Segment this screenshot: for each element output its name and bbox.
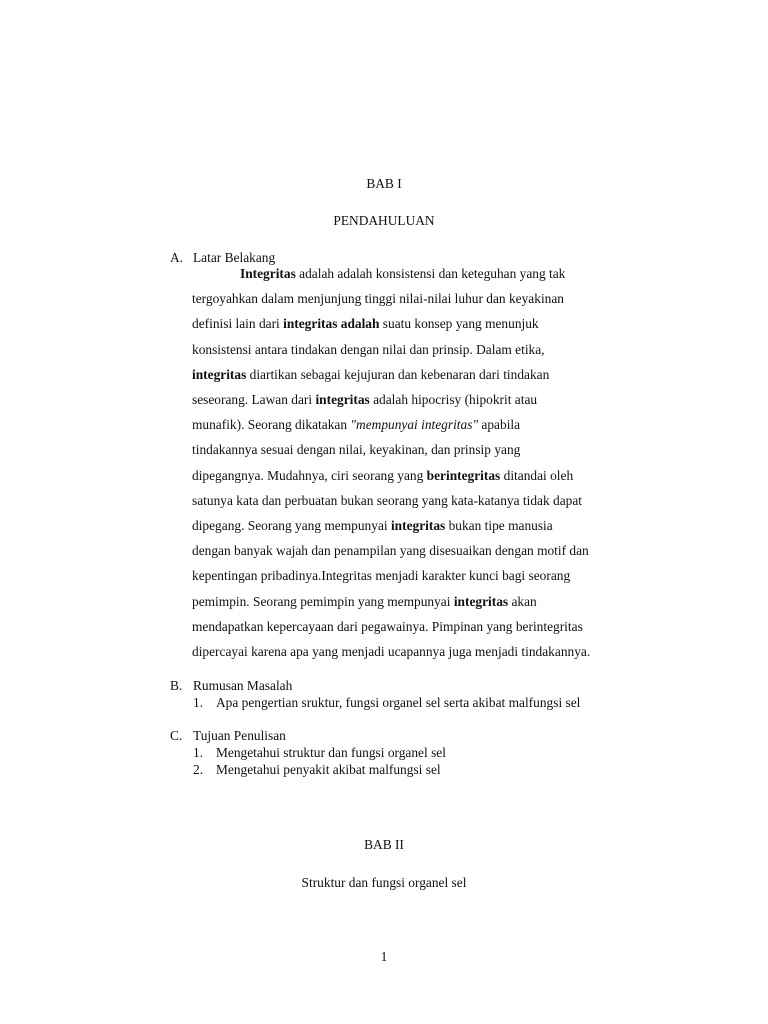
section-c-item-text: Mengetahui struktur dan fungsi organel sel [216, 745, 446, 760]
section-c-letter: C. [170, 728, 183, 743]
section-c-item-number: 1. [193, 745, 204, 760]
chapter-title: BAB I [366, 176, 402, 191]
section-c-item-number: 2. [193, 762, 204, 777]
paragraph-text: tergoyahkan dalam menjunjung tinggi nilai-nilai luhur dan keyakinan [192, 291, 564, 307]
paragraph-line [192, 417, 520, 433]
bold-term: integritas [192, 366, 247, 382]
paragraph-line [192, 493, 582, 509]
paragraph-text: definisi lain dari [192, 316, 284, 332]
paragraph-text: munafik). Seorang dikatakan [192, 417, 351, 433]
bold-term: integritas [390, 518, 446, 533]
bold-term: berintegritas [426, 467, 501, 483]
paragraph-text: seseorang. Lawan dari [192, 392, 316, 407]
paragraph-line [192, 367, 549, 383]
paragraph-text: adalah adalah konsistensi dan keteguhan yang tak [295, 266, 566, 281]
italic-quote: "mempunyai integritas" [350, 417, 479, 433]
page-number: 1 [380, 949, 388, 964]
paragraph-text: satunya kata dan perbuatan bukan seorang yang kata-katanya tidak dapat [192, 492, 583, 508]
paragraph-line [192, 644, 590, 660]
bold-term: Integritas [240, 266, 296, 281]
paragraph-text: dipegang. Seorang yang mempunyai [192, 518, 391, 533]
paragraph-text: ditandai oleh [500, 467, 574, 483]
paragraph-text: tindakannya sesuai dengan nilai, keyakinan, dan prinsip yang [192, 442, 521, 458]
paragraph-text: pemimpin. Seorang pemimpin yang mempunyai [192, 593, 454, 609]
section-b-letter: B. [170, 678, 183, 693]
paragraph-line [192, 291, 564, 307]
paragraph-text: dengan banyak wajah dan penampilan yang disesuaikan dengan motif dan [192, 543, 589, 559]
paragraph-line [192, 543, 589, 559]
paragraph-line [192, 619, 583, 635]
paragraph-line [192, 468, 573, 484]
paragraph-text: bukan tipe manusia [445, 518, 553, 533]
paragraph-text: kepentingan pribadinya.Integritas menjadi karakter kunci bagi seorang [192, 568, 571, 584]
section-b-title: Rumusan Masalah [193, 678, 293, 693]
section-b-item-number: 1. [193, 695, 204, 710]
bold-term: integritas adalah [283, 316, 380, 332]
paragraph-line [192, 442, 520, 458]
paragraph-line [192, 518, 553, 534]
section-c-item-text: Mengetahui penyakit akibat malfungsi sel [216, 762, 441, 777]
paragraph-text: dipegangnya. Mudahnya, ciri seorang yang [192, 467, 427, 483]
paragraph-text: adalah hipocrisy (hipokrit atau [369, 392, 538, 407]
bold-term: integritas [315, 392, 370, 407]
section-c-title: Tujuan Penulisan [193, 728, 286, 743]
chapter-subtitle: PENDAHULUAN [333, 213, 435, 228]
chapter-2-subtitle: Struktur dan fungsi organel sel [301, 875, 467, 890]
paragraph-line [192, 594, 537, 610]
paragraph-text: akan [508, 593, 537, 609]
section-a-letter: A. [170, 250, 184, 265]
paragraph-line [192, 568, 570, 584]
paragraph-line [192, 316, 539, 332]
paragraph-text: diartikan sebagai kejujuran dan kebenaran dari tindakan [246, 366, 550, 382]
paragraph-line [240, 266, 565, 282]
paragraph-text: mendapatkan kepercayaan dari pegawainya. Pimpinan yang berintegritas [192, 618, 583, 634]
paragraph-text: suatu konsep yang menunjuk [379, 316, 539, 332]
paragraph-text: apabila [478, 417, 521, 433]
paragraph-line [192, 392, 537, 408]
bold-term: integritas [453, 593, 509, 609]
paragraph-text: konsistensi antara tindakan dengan nilai dan prinsip. Dalam etika, [192, 341, 545, 357]
chapter-2-title: BAB II [364, 837, 404, 852]
section-a-title: Latar Belakang [193, 250, 276, 265]
section-b-item-text: Apa pengertian sruktur, fungsi organel sel serta akibat malfungsi sel [216, 695, 581, 710]
paragraph-text: dipercayai karena apa yang menjadi ucapannya juga menjadi tindakannya. [192, 644, 591, 659]
paragraph-line [192, 342, 545, 358]
